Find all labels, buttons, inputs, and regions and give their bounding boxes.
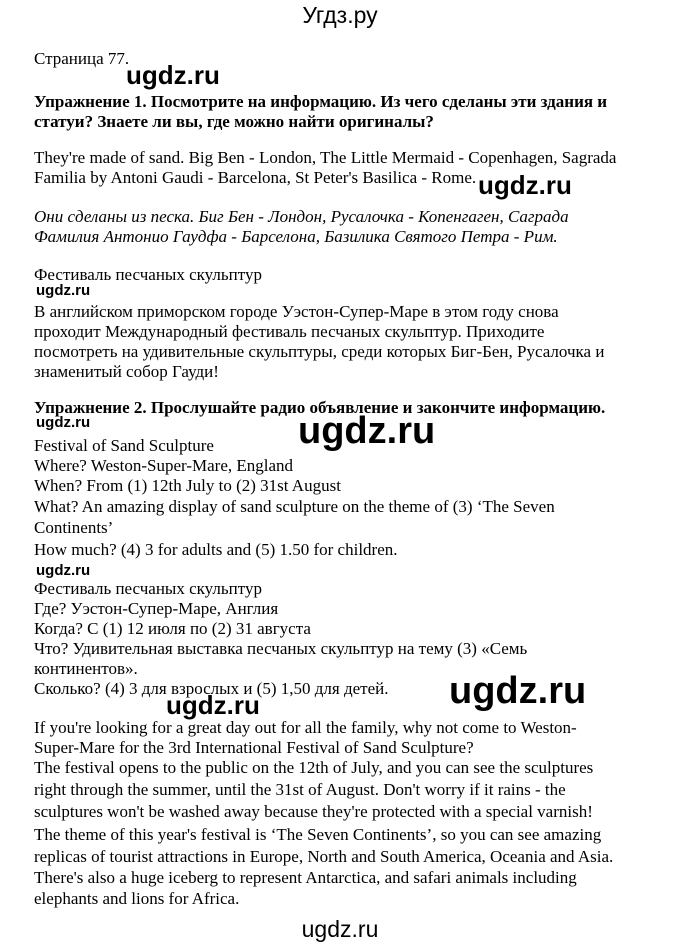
ex2-en-line: What? An amazing display of sand sculpture on the theme of (3) ‘The Seven xyxy=(34,497,555,516)
ex2-text-line: There's also a huge iceberg to represent Antarctica, and safari animals including xyxy=(34,868,577,887)
watermark: ugdz.ru xyxy=(166,690,260,720)
ex1-title: Упражнение 1. Посмотрите на информацию. Из чего сделаны эти здания и xyxy=(34,92,608,111)
ex1-answer-ru: Фамилия Антонио Гаудфа - Барселона, Базилика Святого Петра - Рим. xyxy=(34,227,558,246)
ex2-text-line: replicas of tourist attractions in Europe, North and South America, Oceania and Asia. xyxy=(34,847,614,866)
festival-text: посмотреть на удивительные скульптуры, среди которых Биг-Бен, Русалочка и xyxy=(34,342,605,361)
ex2-text-line: sculptures won't be washed away because they're protected with a special varnish! xyxy=(34,802,593,821)
ex2-ru-line: континентов». xyxy=(34,659,138,678)
watermark: ugdz.ru xyxy=(36,282,91,299)
ex2-title: Упражнение 2. Прослушайте радио объявление и закончите информацию. xyxy=(34,398,606,417)
ex1-answer-ru: Они сделаны из песка. Биг Бен - Лондон, Русалочка - Копенгаген, Саграда xyxy=(34,207,569,226)
ex1-title: статуи? Знаете ли вы, где можно найти оригиналы? xyxy=(34,112,434,131)
ex2-en-line: Festival of Sand Sculpture xyxy=(34,436,214,455)
ex1-answer-en: They're made of sand. Big Ben - London, The Little Mermaid - Copenhagen, Sagrada xyxy=(34,148,617,167)
watermark: ugdz.ru xyxy=(36,414,91,431)
ex2-en-line: How much? (4) 3 for adults and (5) 1.50 for children. xyxy=(34,540,398,559)
ex2-text-line: elephants and lions for Africa. xyxy=(34,889,240,908)
watermark: ugdz.ru xyxy=(478,170,572,200)
ex2-ru-line: Что? Удивительная выставка песчаных скульптур на тему (3) «Семь xyxy=(34,639,528,658)
watermark: ugdz.ru xyxy=(126,60,220,90)
watermark: ugdz.ru xyxy=(36,562,91,579)
ex2-ru-line: Фестиваль песчаных скульптур xyxy=(34,579,262,598)
watermark: ugdz.ru xyxy=(298,410,436,452)
ex2-ru-line: Сколько? (4) 3 для взрослых и (5) 1,50 для детей. xyxy=(34,679,389,698)
ex2-text-line: Super-Mare for the 3rd International Festival of Sand Sculpture? xyxy=(34,738,474,757)
ex2-en-line: Where? Weston-Super-Mare, England xyxy=(34,456,294,475)
ex2-text-line: If you're looking for a great day out for all the family, why not come to Weston- xyxy=(34,718,577,737)
ex2-en-line: Continents’ xyxy=(34,518,114,537)
ex1-answer-en: Familia by Antoni Gaudi - Barcelona, St Peter's Basilica - Rome. xyxy=(34,168,477,187)
festival-text: В английском приморском городе Уэстон-Супер-Маре в этом году снова xyxy=(34,302,559,321)
page-label: Страница 77. xyxy=(34,49,130,68)
ex2-text-line: The festival opens to the public on the 12th of July, and you can see the sculptures xyxy=(34,758,594,777)
festival-text: знаменитый собор Гауди! xyxy=(34,362,219,381)
watermark: ugdz.ru xyxy=(449,670,587,712)
festival-text: проходит Международный фестиваль песчаных скульптур. Приходите xyxy=(34,322,545,341)
festival-heading: Фестиваль песчаных скульптур xyxy=(34,265,262,284)
ex2-text-line: right through the summer, until the 31st of August. Don't worry if it rains - the xyxy=(34,780,566,799)
ex2-text-line: The theme of this year's festival is ‘The Seven Continents’, so you can see amazing xyxy=(34,825,602,844)
ex2-en-line: When? From (1) 12th July to (2) 31st August xyxy=(34,476,341,495)
site-footer: ugdz.ru xyxy=(301,916,379,942)
ex2-ru-line: Где? Уэстон-Супер-Маре, Англия xyxy=(34,599,279,618)
site-title: Угдз.ру xyxy=(302,2,378,28)
ex2-ru-line: Когда? С (1) 12 июля по (2) 31 августа xyxy=(34,619,311,638)
